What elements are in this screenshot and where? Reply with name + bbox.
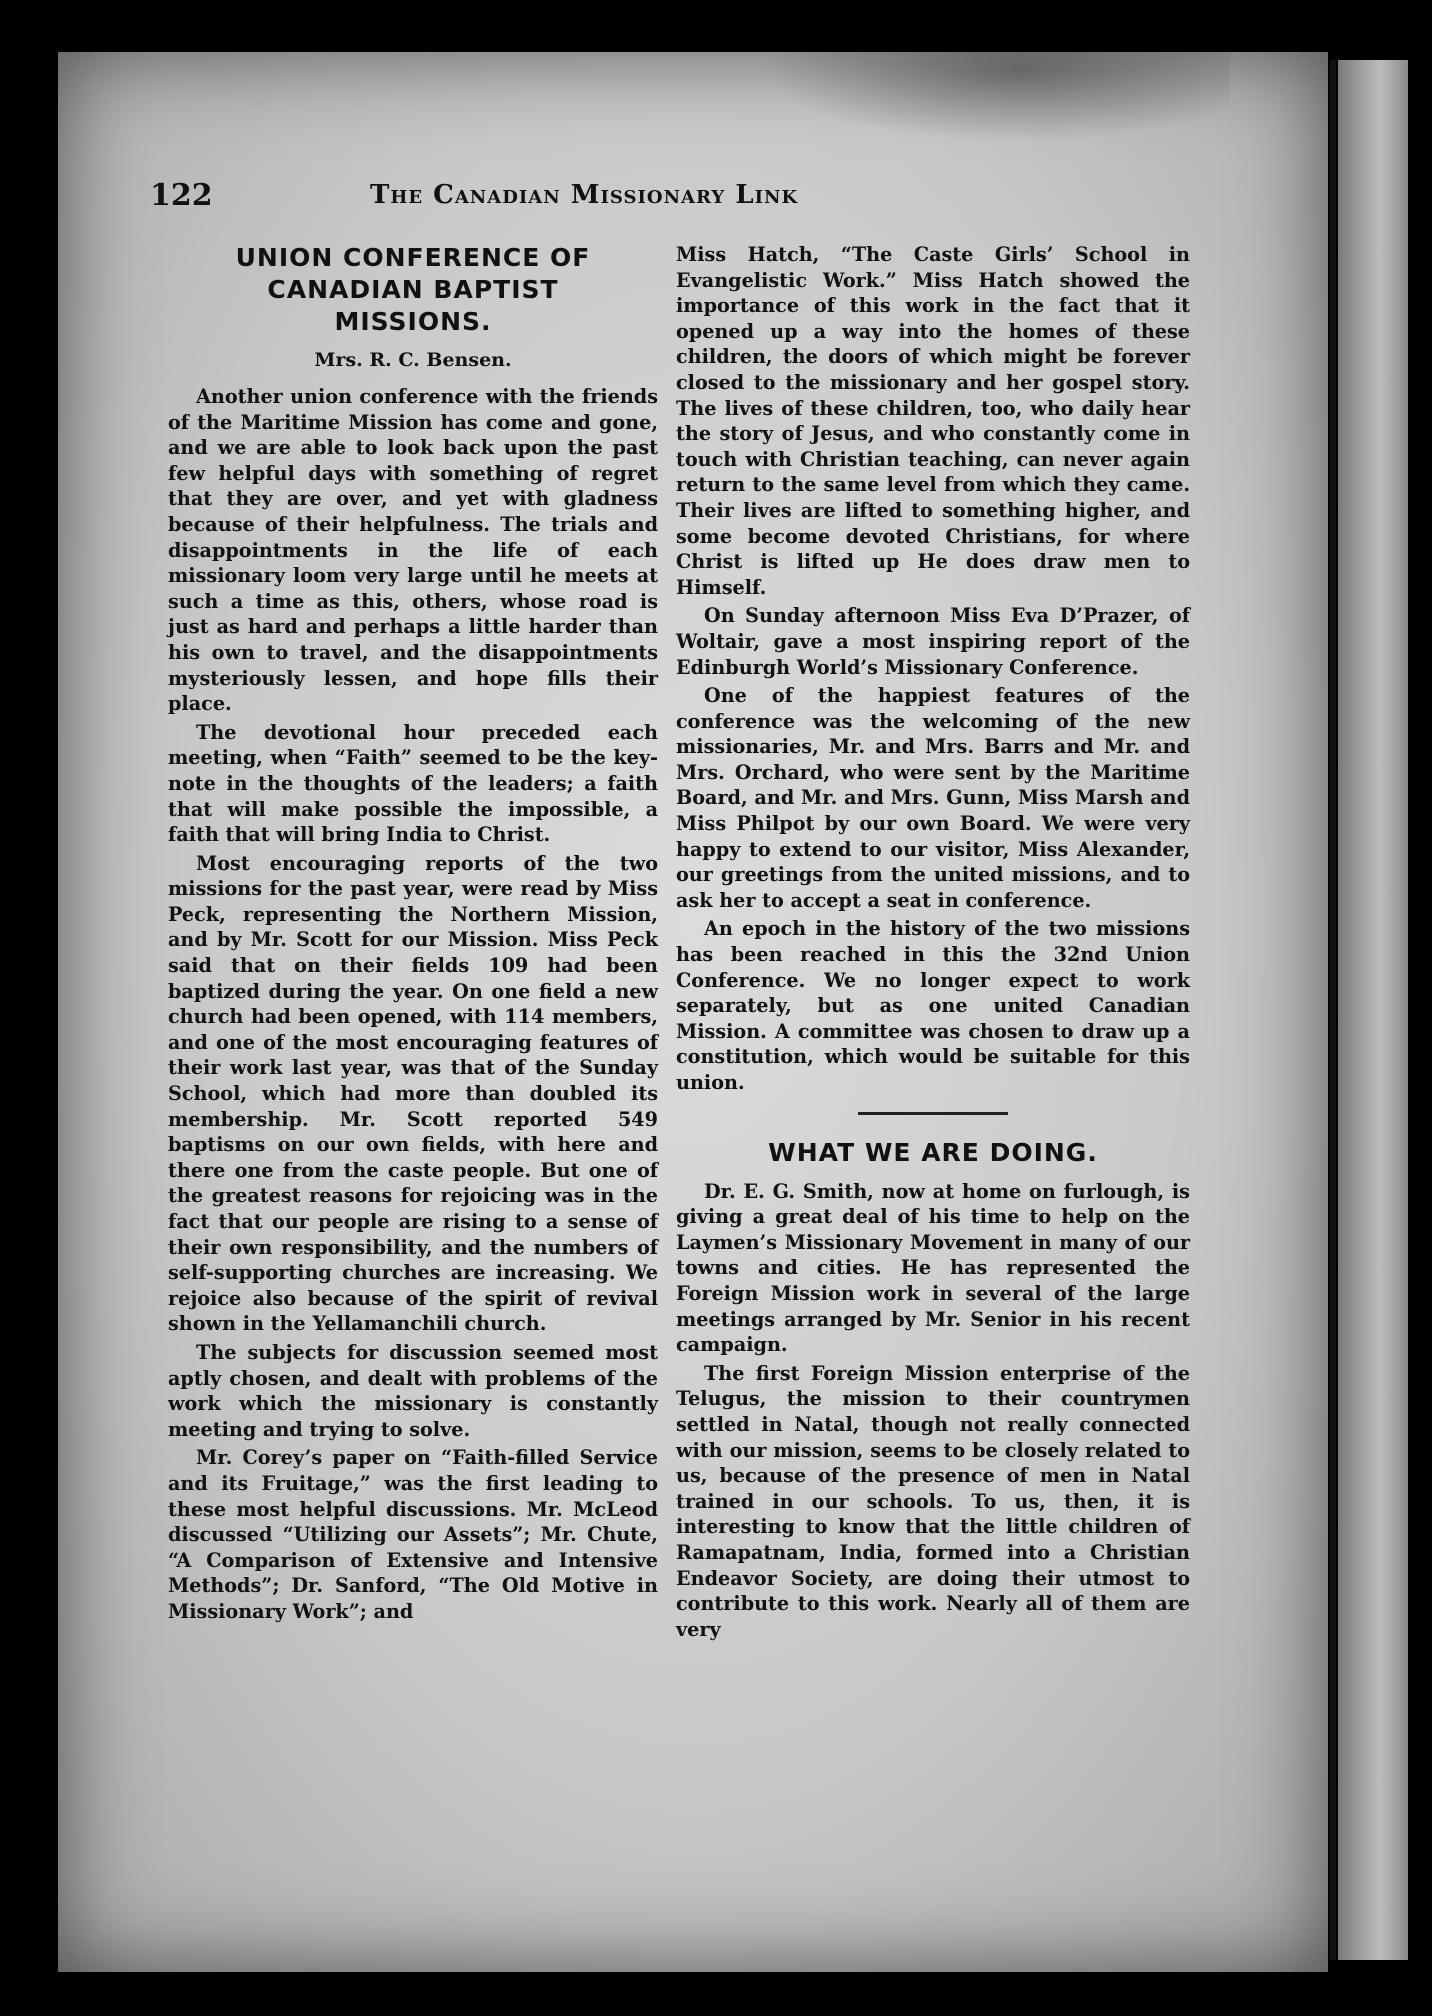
article-title-line: UNION CONFERENCE OF bbox=[235, 243, 591, 272]
paragraph: Mr. Corey’s paper on “Faith-filled Service and its Fruitage,” was the first leading to these most helpful discussions. Mr. McLeod discussed “Utilizing our Assets”; Mr. Chute, “A Comparison of Extensive and Intensive Methods”; Dr. Sanford, “The Old Motive in Missionary Work”; and bbox=[168, 1446, 658, 1623]
page-header bbox=[150, 178, 870, 218]
paragraph-continued: Miss Hatch, “The Caste Girls’ School in Evangelistic Work.” Miss Hatch showed the importance of this work in the fact that it opened up a way into the homes of these children, the doors of which might be forever closed to the missionary and her gospel story. The lives of these children, too, who daily hear the story of Jesus, and who constantly come in touch with Christian teaching, can never again return to the same level from which they came. Their lives are lifted to something higher, and some become devoted Christians, for where Christ is lifted up He does draw men to Himself. bbox=[676, 243, 1190, 599]
paragraph: An epoch in the history of the two missions has been reached in this the 32nd Union Conference. We no longer expect to work separately, but as one united Canadian Mission. A committee was chosen to draw up a constitution, which would be suitable for this union. bbox=[676, 917, 1190, 1094]
paragraph: On Sunday afternoon Miss Eva D’Prazer, of Woltair, gave a most inspiring report of the Edinburgh World’s Missionary Conference. bbox=[676, 604, 1190, 679]
article-title-line: CANADIAN BAPTIST bbox=[267, 275, 559, 304]
paragraph: Another union conference with the friends of the Maritime Mission has come and gone, and we are able to look back upon the past few helpful days with something of regret that they are over, and yet with gladness because of their helpfulness. The trials and disappointments in the life of each missionary loom very large until he meets at such a time as this, others, whose road is just as hard and perhaps a little harder than his own to travel, and the disappointments mysteriously lessen, and hope fills their place. bbox=[168, 385, 658, 716]
byline: Mrs. R. C. Bensen. bbox=[314, 349, 512, 371]
paragraph: Most encouraging reports of the two missions for the past year, were read by Miss Peck, representing the Northern Mission, and by Mr. Scott for our Mission. Miss Peck said that on their fields 109 had been baptized during the year. On one field a new church had been opened, with 114 members, and one of the most encouraging features of their work last year, was that of the Sunday School, which had more than doubled its membership. Mr. Scott reported 549 baptisms on our own fields, with here and there one from the caste people. But one of the greatest reasons for rejoicing was in the fact that our people are rising to a sense of their own responsibility, and the numbers of self-supporting churches are increasing. We rejoice also because of the spirit of revival shown in the Yellamanchili church. bbox=[168, 851, 658, 1336]
running-title: The Canadian Missionary Link bbox=[370, 180, 799, 210]
paragraph: The subjects for discussion seemed most aptly chosen, and dealt with problems of the work which the missionary is constantly meeting and trying to solve. bbox=[168, 1340, 658, 1441]
adjacent-page-edge bbox=[1338, 60, 1408, 1960]
paragraph: The devotional hour preceded each meeting, when “Faith” seemed to be the key-note in the thoughts of the leaders; a faith that will make possible the impossible, a faith that will bring India to Christ. bbox=[168, 720, 658, 847]
page-number: 122 bbox=[150, 178, 213, 213]
article-title-union-conference bbox=[168, 242, 658, 338]
paragraph: The first Foreign Mission enterprise of the Telugus, the mission to their countrymen settled in Natal, though not really connected with our mission, seems to be closely related to us, because of the presence of men in Natal trained in our schools. To us, then, it is interesting to know that the little children of Ramapatnam, India, formed into a Christian Endeavor Society, are doing their utmost to contribute to this work. Nearly all of them are very bbox=[676, 1361, 1190, 1641]
paragraph: One of the happiest features of the conference was the welcoming of the new missionaries, Mr. and Mrs. Barrs and Mr. and Mrs. Orchard, who were sent by the Maritime Board, and Mr. and Mrs. Gunn, Miss Marsh and Miss Philpot by our own Board. We were very happy to extend to our visitor, Miss Alexander, our greetings from the united missions, and to ask her to accept a seat in conference. bbox=[676, 684, 1190, 912]
ink-smudge bbox=[760, 52, 1230, 142]
article-title-line: MISSIONS. bbox=[334, 307, 492, 336]
paragraph: Dr. E. G. Smith, now at home on furlough, is giving a great deal of his time to help on the Laymen’s Missionary Movement in many of our towns and cities. He has represented the Foreign Mission work in several of the large meetings arranged by Mr. Senior in his recent campaign. bbox=[676, 1179, 1190, 1357]
page-gutter-line bbox=[1330, 60, 1336, 1960]
article-title-what-we-are-doing: WHAT WE ARE DOING. bbox=[768, 1137, 1098, 1167]
left-column bbox=[168, 242, 658, 1628]
section-divider bbox=[858, 1112, 1008, 1115]
right-column-upper bbox=[676, 242, 1190, 1645]
